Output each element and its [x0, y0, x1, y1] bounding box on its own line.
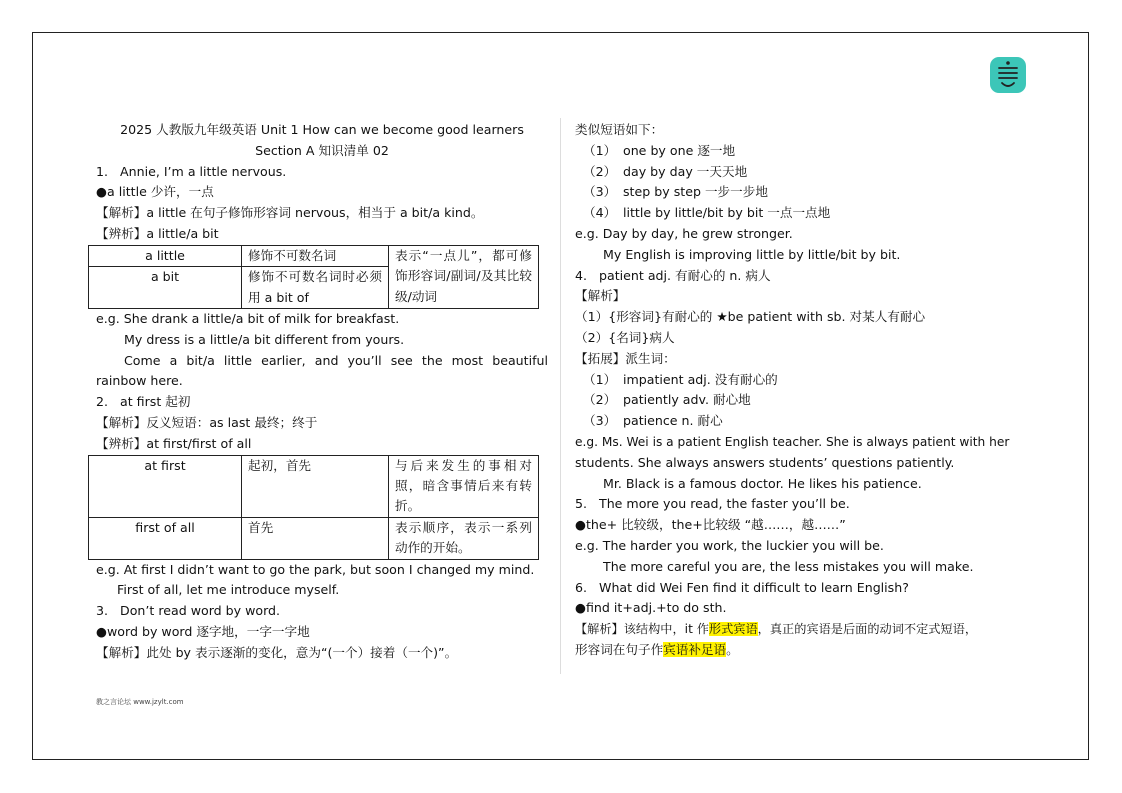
text-segment: 形容词在句子作 — [575, 641, 664, 657]
table-cell: a little — [89, 245, 242, 266]
item-text: Don’t read word by word. — [120, 603, 281, 619]
list-text: day by day 一天天地 — [623, 163, 748, 179]
list-text: patience n. 耐心 — [623, 413, 723, 429]
list-text: one by one 逐一地 — [623, 142, 736, 158]
highlight-formal-object: 形式宾语 — [708, 622, 758, 637]
list-number: （2） — [583, 392, 617, 408]
document-title: 2025 人教版九年级英语 Unit 1 How can we become good learners — [120, 122, 524, 137]
table-cell: 表示顺序，表示一系列动作的开始。 — [388, 517, 538, 559]
table-cell: at first — [89, 455, 242, 517]
analysis-a-little: 【解析】a little 在句子修饰形容词 nervous，相当于 a bit/a kind。 — [96, 205, 484, 221]
item-text: What did Wei Fen find it difficult to learn English? — [599, 579, 909, 595]
list-item — [575, 203, 1030, 224]
analysis-line — [575, 619, 1030, 640]
comparison-table-2 — [88, 455, 539, 560]
table-row — [89, 455, 539, 517]
example-line: My English is improving little by little/bit by bit. — [603, 246, 901, 262]
list-item — [575, 411, 1030, 432]
example-line: e.g. Day by day, he grew stronger. — [575, 225, 793, 241]
list-number: （4） — [583, 205, 617, 221]
example-line: rainbow here. — [96, 373, 183, 389]
example-line: e.g. Ms. Wei is a patient English teacher. She is always patient with her — [575, 434, 1010, 449]
list-text: little by little/bit by bit 一点一点地 — [623, 205, 831, 221]
document-subtitle: Section A 知识清单 02 — [255, 142, 389, 158]
list-item — [575, 141, 1030, 162]
table-cell: 修饰不可数名词 — [242, 245, 389, 266]
list-text: patiently adv. 耐心地 — [623, 392, 751, 408]
table-cell: first of all — [89, 517, 242, 559]
analysis-at-first: 【解析】反义短语：as last 最终；终于 — [96, 414, 318, 430]
example-line: Mr. Black is a famous doctor. He likes his patience. — [603, 475, 922, 491]
list-number: （1） — [583, 142, 617, 158]
table-cell: 首先 — [242, 517, 389, 559]
item-number: 3. — [96, 603, 109, 619]
example-line: students. She always answers students’ questions patiently. — [575, 454, 955, 470]
example-line: Come a bit/a little earlier, and you’ll see the most beautiful — [124, 352, 548, 368]
phrase-the-more: ●the+ 比较级，the+比较级 “越……，越……” — [575, 517, 846, 533]
compare-heading-2: 【辨析】at first/first of all — [96, 435, 252, 451]
example-line: The more careful you are, the less mistakes you will make. — [603, 558, 974, 574]
item-1 — [96, 162, 548, 183]
table-cell: 修饰不可数名词时必须用 a bit of — [242, 267, 389, 309]
highlight-object-complement: 宾语补足语 — [663, 641, 727, 657]
fish-logo-icon — [990, 57, 1026, 93]
list-text: step by step 一步一步地 — [623, 184, 768, 200]
item-4 — [575, 266, 1030, 287]
item-3 — [96, 601, 548, 622]
item-2 — [96, 392, 548, 413]
comparison-table-1 — [88, 245, 539, 309]
table-cell: 与后来发生的事相对照，暗含事情后来有转折。 — [388, 455, 538, 517]
table-cell: 表示“一点儿”，都可修饰形容词/副词/及其比较级/动词 — [388, 245, 538, 308]
item-5 — [575, 494, 1030, 515]
list-item — [575, 370, 1030, 391]
table-cell: 起初，首先 — [242, 455, 389, 517]
right-column — [575, 120, 1030, 661]
item-number: 4. — [575, 267, 588, 283]
item-text: at first 起初 — [120, 394, 191, 410]
list-item — [575, 162, 1030, 183]
analysis-heading: 【解析】 — [575, 288, 626, 304]
text-segment: 。 — [726, 641, 739, 657]
example-line: e.g. She drank a little/a bit of milk for breakfast. — [96, 311, 400, 326]
list-number: （3） — [583, 184, 617, 200]
example-line: First of all, let me introduce myself. — [117, 582, 340, 598]
analysis-line: （1）{形容词}有耐心的 ★be patient with sb. 对某人有耐心 — [575, 309, 926, 325]
phrase-find-it: ●find it+adj.+to do sth. — [575, 600, 727, 616]
list-number: （3） — [583, 413, 617, 429]
example-line: My dress is a little/a bit different from yours. — [124, 331, 405, 347]
table-row — [89, 517, 539, 559]
phrase-word-by-word: ●word by word 逐字地，一字一字地 — [96, 624, 310, 639]
list-text: impatient adj. 没有耐心的 — [623, 371, 778, 387]
item-text: patient adj. 有耐心的 n. 病人 — [599, 267, 771, 283]
item-number: 2. — [96, 394, 109, 410]
item-number: 5. — [575, 496, 588, 512]
analysis-by: 【解析】此处 by 表示逐渐的变化，意为“(一个）接着（一个)”。 — [96, 644, 458, 660]
table-cell: a bit — [89, 267, 242, 309]
table-row — [89, 245, 539, 266]
example-line: e.g. The harder you work, the luckier you will be. — [575, 537, 884, 553]
phrase-a-little: ●a little 少许，一点 — [96, 184, 214, 200]
footer-watermark: 教之言论坛 www.jzylt.com — [96, 698, 184, 706]
analysis-line — [575, 640, 1030, 661]
column-divider — [560, 118, 561, 674]
item-number: 6. — [575, 579, 588, 595]
left-column — [96, 120, 548, 664]
item-number: 1. — [96, 163, 109, 179]
compare-heading-1: 【辨析】a little/a bit — [96, 225, 219, 241]
item-text: The more you read, the faster you’ll be. — [599, 496, 850, 512]
text-segment: 【解析】该结构中，it 作 — [575, 622, 709, 637]
list-number: （1） — [583, 371, 617, 387]
similar-phrases-heading: 类似短语如下： — [575, 122, 664, 137]
list-item — [575, 182, 1030, 203]
list-item — [575, 390, 1030, 411]
example-line: e.g. At first I didn’t want to go the park, but soon I changed my mind. — [96, 561, 535, 577]
analysis-line: （2）{名词}病人 — [575, 329, 675, 345]
list-number: （2） — [583, 163, 617, 179]
item-text: Annie, I’m a little nervous. — [120, 163, 287, 179]
text-segment: ，真正的宾语是后面的动词不定式短语， — [757, 622, 978, 637]
extension-heading: 【拓展】派生词： — [575, 350, 676, 366]
item-6 — [575, 578, 1030, 599]
